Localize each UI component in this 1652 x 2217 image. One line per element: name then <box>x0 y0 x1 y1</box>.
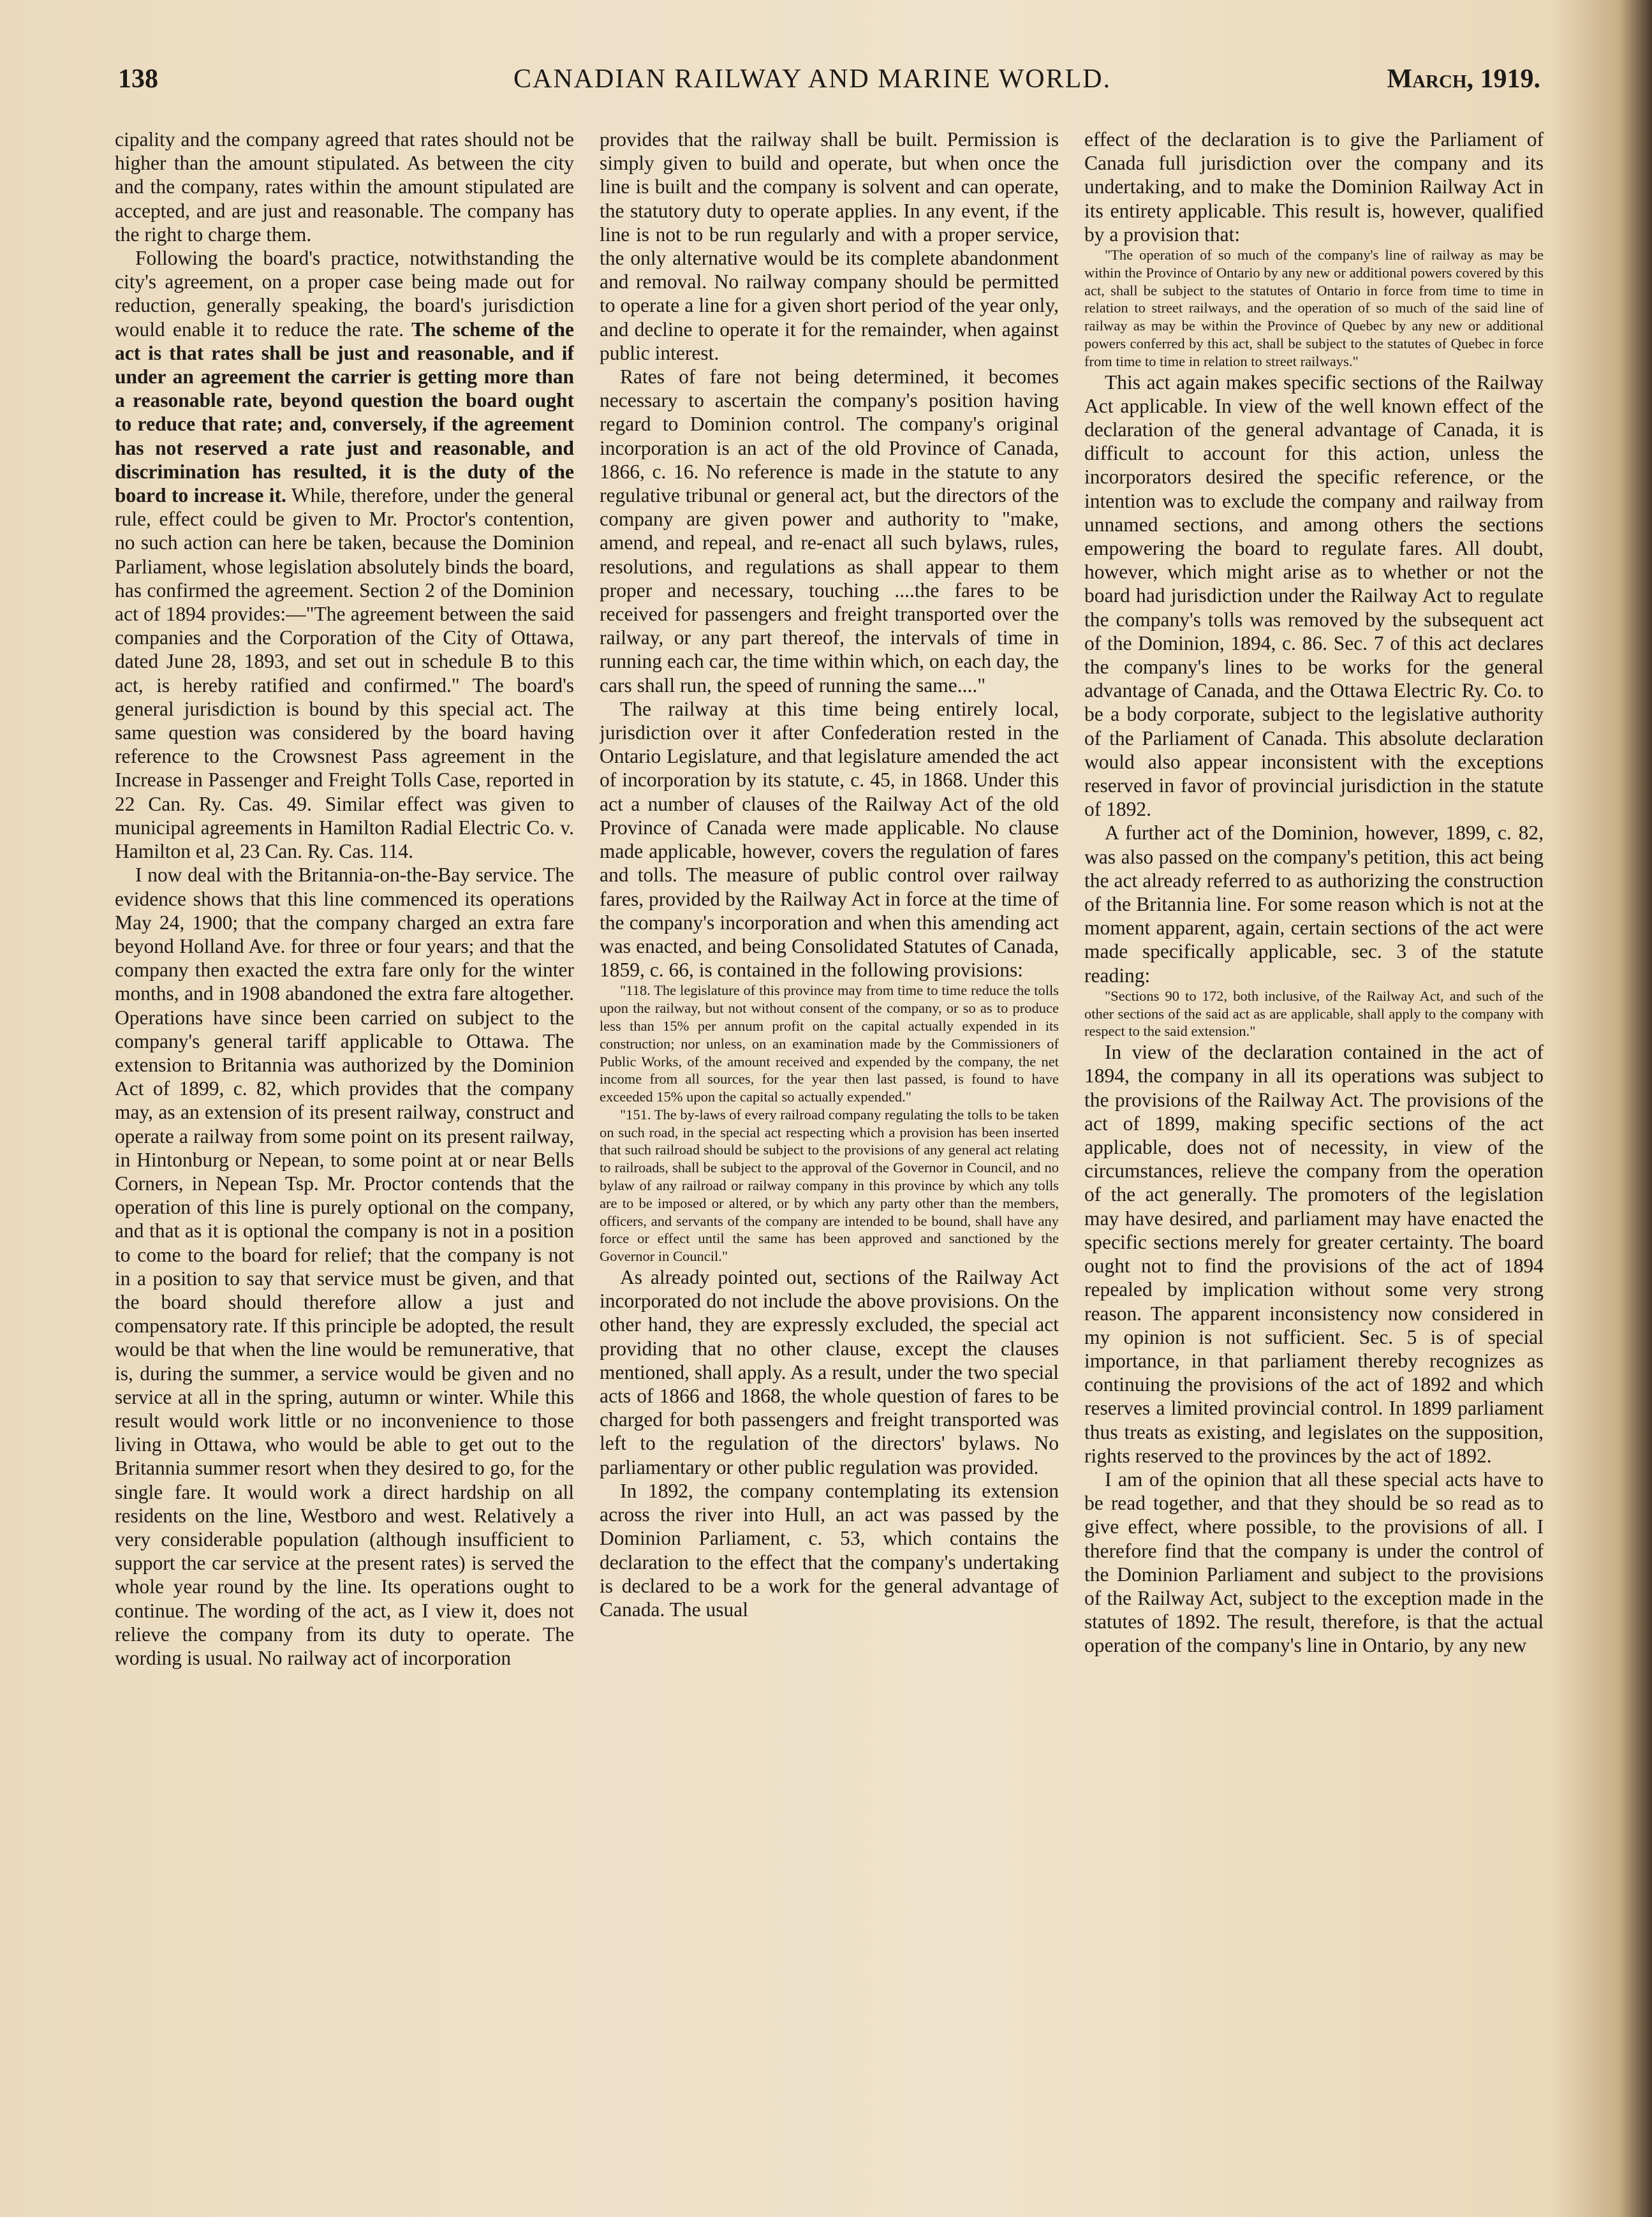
statute-quote: "Sections 90 to 172, both inclusive, of the Railway Act, and such of the other sections of the said act as are applicable, shall apply to the company with respect to the said extension." <box>1084 987 1544 1040</box>
paragraph: Rates of fare not being determined, it becomes necessary to ascertain the company's position having regard to Dominion control. The company's original incorporation is an act of the old Province of Canada, 1866, c. 16. No reference is made in the statute to any regulative tribunal or general act, but the directors of the company are given power and authority to "make, amend, and repeal, and re-enact all such bylaws, rules, resolutions, and regulations as shall appear to them proper and necessary, touching ....the fares to be received for passengers and freight transported over the railway, or any part thereof, the intervals of time in running each car, the time within which, on each day, the cars shall run, the speed of running the same...." <box>600 365 1059 696</box>
paragraph: This act again makes specific sections of the Railway Act applicable. In view of the well known effect of the declaration of the general advantage of Canada, it is difficult to account for this action, unless the incorporators desired the specific reference, or the intention was to exclude the company and railway from unnamed sections, and among others the sections empowering the board to regulate fares. All doubt, however, which might arise as to whether or not the board had jurisdiction under the Railway Act to regulate the company's tolls was removed by the subsequent act of the Dominion, 1894, c. 86. Sec. 7 of this act declares the company's lines to be works for the general advantage of Canada, and the Ottawa Electric Ry. Co. to be a body corporate, subject to the legislative authority of the Parliament of Canada. This absolute declaration would also appear inconsistent with the exceptions reserved in favor of provincial jurisdiction in the statute of 1892. <box>1084 371 1544 821</box>
publication-title: CANADIAN RAILWAY AND MARINE WORLD. <box>513 64 1112 94</box>
column-2 <box>600 128 1059 2098</box>
paragraph: cipality and the company agreed that rates should not be higher than the amount stipulated. As between the city and the company, rates within the amount stipulated are accepted, and are just and reasonable. The company has the right to charge them. <box>115 128 574 246</box>
column-3 <box>1084 128 1544 2098</box>
page-number: 138 <box>118 64 158 94</box>
paragraph: effect of the declaration is to give the Parliament of Canada full jurisdiction over the company and its undertaking, and to make the Dominion Railway Act in its entirety applicable. This result is, however, qualified by a provision that: <box>1084 128 1544 246</box>
paragraph: In 1892, the company contemplating its extension across the river into Hull, an act was passed by the Dominion Parliament, c. 53, which contains the declaration to the effect that the company's undertaking is declared to be a work for the general advantage of Canada. The usual <box>600 1479 1059 1621</box>
paragraph: provides that the railway shall be built. Permission is simply given to build and operate, but when once the line is built and the company is solvent and can operate, the statutory duty to operate applies. In any event, if the line is not to be run regularly and with a proper service, the only alternative would be its complete abandonment and removal. No railway company should be permitted to operate a line for a given short period of the year only, and decline to operate it for the remainder, when against public interest. <box>600 128 1059 364</box>
paragraph-text: Following the board's practice, notwithstanding the city's agreement, on a proper case being made out for reduction, generally speaking, the board's jurisdiction would enable it to reduce the rate. <box>115 247 574 341</box>
paragraph-text: While, therefore, under the general rule, effect could be given to Mr. Proctor's contention, no such action can here be taken, because the Dominion Parliament, whose legislation absolutely binds the board, has confirmed the agreement. Section 2 of the Dominion act of 1894 provides:—"The agreement between the said companies and the Corporation of the City of Ottawa, dated June 28, 1893, and set out in schedule B to this act, is hereby ratified and confirmed." The board's general jurisdiction is bound by this special act. The same question was considered by the board having reference to the Crowsnest Pass agreement in the Increase in Passenger and Freight Tolls Case, reported in 22 Can. Ry. Cas. 49. Similar effect was given to municipal agreements in Hamilton Radial Electric Co. v. Hamilton et al, 23 Can. Ry. Cas. 114. <box>115 484 574 863</box>
statute-quote: "151. The by-laws of every railroad company regulating the tolls to be taken on such road, in the special act respecting which a provision has been inserted that such railroad should be subject to the provisions of any general act relating to railroads, shall be subject to the approval of the Governor in Council, and no bylaw of any railroad or railway company in this province by which any tolls are to be imposed or altered, or by which any party other than the members, officers, and servants of the company are intended to be bound, shall have any force or effect until the same has been approved and sanctioned by the Governor in Council." <box>600 1106 1059 1265</box>
column-1 <box>115 128 574 2098</box>
running-header <box>118 64 1540 102</box>
issue-date: March, 1919. <box>1387 64 1540 94</box>
paragraph: A further act of the Dominion, however, 1899, c. 82, was also passed on the company's petition, this act being the act already referred to as authorizing the construction of the Britannia line. For some reason which is not at the moment apparent, again, certain sections of the act were made specifically applicable, sec. 3 of the statute reading: <box>1084 821 1544 987</box>
statute-quote: "The operation of so much of the company's line of railway as may be within the Province of Ontario by any new or additional powers covered by this act, shall be subject to the statutes of Ontario in force from time to time in relation to street railways, and the operation of so much of the said line of railway as may be within the Province of Quebec by any new or additional powers conferred by this act, shall be subject to the statutes of Quebec in force from time to time in relation to street railways." <box>1084 247 1544 369</box>
paragraph: I am of the opinion that all these special acts have to be read together, and that they should be so read as to give effect, where possible, to the provisions of all. I therefore find that the company is under the control of the Dominion Parliament and subject to the provisions of the Railway Act, subject to the exception made in the statutes of 1892. The result, therefore, is that the actual operation of the company's line in Ontario, by any new <box>1084 1468 1544 1657</box>
paragraph: As already pointed out, sections of the Railway Act incorporated do not include the above provisions. On the other hand, they are expressly excluded, the special act providing that no other clause, except the clauses mentioned, shall apply. As a result, under the two special acts of 1866 and 1868, the whole question of fares to be charged for both passengers and freight transported was left to the regulation of the directors' bylaws. No parliamentary or other public regulation was provided. <box>600 1266 1059 1478</box>
paragraph: I now deal with the Britannia-on-the-Bay service. The evidence shows that this line commenced its operations May 24, 1900; that the company charged an extra fare beyond Holland Ave. for three or four years; and that the company then exacted the extra fare only for the winter months, and in 1908 abandoned the extra fare altogether. Operations have since been carried on subject to the company's general tariff applicable to Ottawa. The extension to Britannia was authorized by the Dominion Act of 1899, c. 82, which provides that the company may, as an extension of its present railway, construct and operate a railway from some point on its present railway, in Hintonburg or Nepean, to some point at or near Bells Corners, in Nepean Tsp. Mr. Proctor contends that the operation of this line is purely optional on the company, and that as it is optional the company is not in a position to come to the board for relief; that the company is not in a position to say that service must be given, and that the board should therefore allow a just and compensatory rate. If this principle be adopted, the result would be that when the line would be remunerative, that is, during the summer, a service would be given and no service at all in the spring, autumn or winter. While this result would work little or no inconvenience to those living in Ottawa, who would be able to get out to the Britannia summer resort when they desired to go, for the single fare. It would work a direct hardship on all residents on the line, Westboro and west. Relatively a very considerable population (although insufficient to support the car service at the present rates) is served the whole year round by the line. Its operations ought to continue. The wording of the act, as I view it, does not relieve the company from its duty to operate. The wording is usual. No railway act of incorporation <box>115 864 574 1669</box>
paragraph: The railway at this time being entirely local, jurisdiction over it after Confederation rested in the Ontario Legislature, and that legislature amended the act of incorporation by its statute, c. 45, in 1868. Under this act a number of clauses of the Railway Act of the old Province of Canada were made applicable. No clause made applicable, however, covers the regulation of fares and tolls. The measure of public control over railway fares, provided by the Railway Act in force at the time of the company's incorporation and when this amending act was enacted, and being Consolidated Statutes of Canada, 1859, c. 66, is contained in the following provisions: <box>600 697 1059 982</box>
paragraph <box>115 246 574 863</box>
paragraph: In view of the declaration contained in the act of 1894, the company in all its operations was subject to the provisions of the Railway Act. The provisions of the act of 1899, making specific sections of the act applicable, does not of necessity, in view of the circumstances, relieve the company from the operation of the act generally. The promoters of the legislation may have desired, and parliament may have enacted the specific sections merely for greater certainty. The board ought not to find the provisions of the act of 1894 repealed by implication without some very strong reason. The apparent inconsistency now considered in my opinion is not sufficient. Sec. 5 is of special importance, in that parliament thereby recognizes as continuing the provisions of the act of 1892 and which reserves a limited provincial control. In 1899 parliament thus treats as existing, and legislates on the supposition, rights reserved to the provinces by the act of 1892. <box>1084 1041 1544 1467</box>
bold-passage: The scheme of the act is that rates shall be just and reasonable, and if under an agreement the carrier is getting more than a reasonable rate, beyond question the board ought to reduce that rate; and, conversely, if the agreement has not reserved a rate just and reasonable, and discrimination has resulted, it is the duty of the board to increase it. <box>115 318 574 507</box>
statute-quote: "118. The legislature of this province may from time to time reduce the tolls upon the railway, but not without consent of the company, or so as to produce less than 15% per annum profit on the capital actually expended in its construction; nor unless, on an examination made by the Commissioners of Public Works, of the amount received and expended by the company, the net income from all sources, for the year then last passed, is found to have exceeded 15% upon the capital so actually expended." <box>600 982 1059 1105</box>
